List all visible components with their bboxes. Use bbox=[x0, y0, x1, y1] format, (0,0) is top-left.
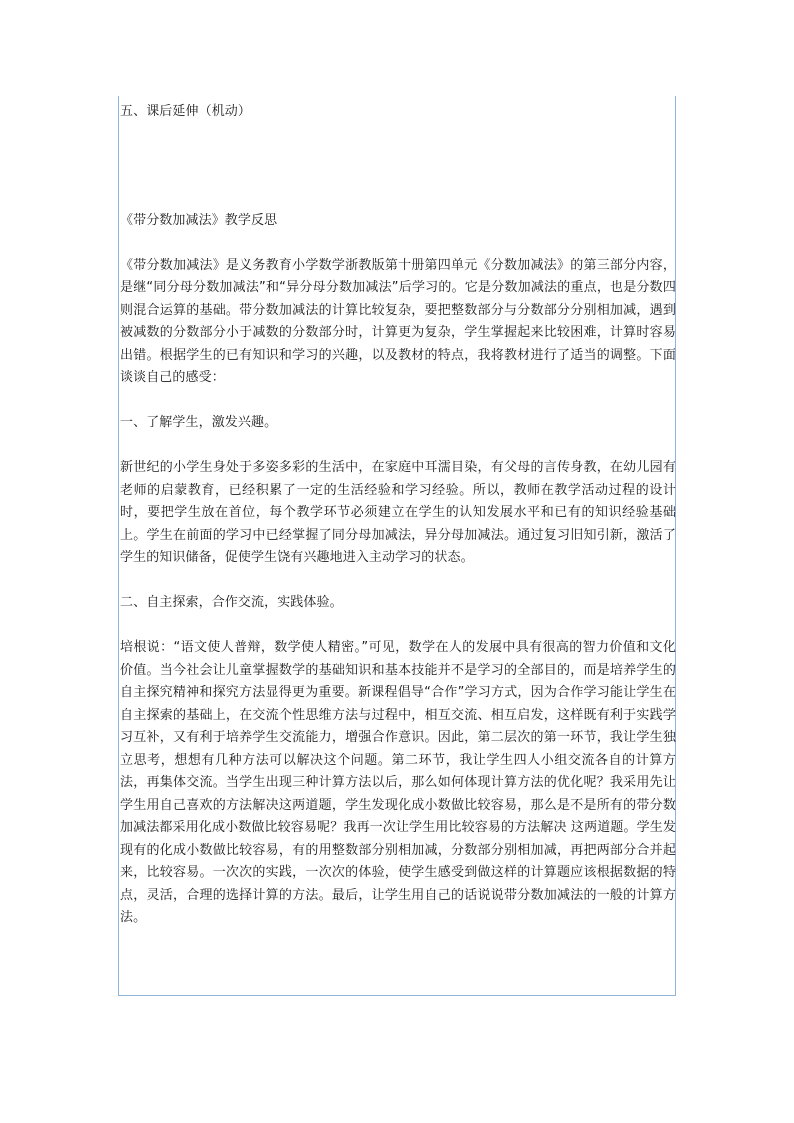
spacer bbox=[120, 390, 676, 413]
reflection-title: 《带分数加减法》教学反思 bbox=[120, 212, 278, 228]
spacer bbox=[120, 615, 676, 638]
intro-paragraph: 《带分数加减法》是义务教育小学数学浙教版第十册第四单元《分数加减法》的第三部分内容，是继“同分母分数加减法”和“异分母分数加减法”后学习的。它是分数加减法的重点，也是分数四则混合运算的基础。带分数加减法的计算比较复杂，要把整数部分与分数部分分别相加减，遇到被减数的分数部分小于减数的分数部分时，计算更为复杂，学生掌握起来比较困难，计算时容易出错。根据学生的已有知识和学习的兴趣，以及教材的特点，我将教材进行了适当的调整。下面谈谈自己的感受： bbox=[120, 257, 676, 385]
point1-paragraph: 新世纪的小学生身处于多姿多彩的生活中，在家庭中耳濡目染，有父母的言传身教，在幼儿园有老师的启蒙教育，已经积累了一定的生活经验和学习经验。所以，教师在教学活动过程的设计时，要把学生放在首位，每个教学环节必须建立在学生的认知发展水平和已有的知识经验基础上。学生在前面的学习中已经掌握了同分母加减法，异分母加减法。通过复习旧知引新，激活了学生的知识储备，促使学生饶有兴趣地进入主动学习的状态。 bbox=[120, 460, 676, 565]
spacer bbox=[120, 124, 676, 210]
spacer bbox=[120, 232, 676, 255]
point2-paragraph: 培根说：“语文使人普辩，数学使人精密。”可见，数学在人的发展中具有很高的智力价值和文化价值。当今社会让儿童掌握数学的基础知识和基本技能并不是学习的全部目的，而是培养学生的自主探究精神和探究方法显得更为重要。新课程倡导“合作”学习方式，因为合作学习能让学生在自主探索的基础上，在交流个性思维方法与过程中，相互交流、相互启发，这样既有利于实践学习互补，又有利于培养学生交流能力，增强合作意识。因此，第二层次的第一环节，我让学生独立思考，想想有几种方法可以解决这个问题。第二环节，我让学生四人小组交流各自的计算方法，再集体交流。当学生出现三种计算方法以后，那么如何体现计算方法的优化呢？我采用先让学生用自己喜欢的方法解决这两道题，学生发现化成小数做比较容易，那么是不是所有的带分数加减法都采用化成小数做比较容易呢？我再一次让学生用比较容易的方法解决 这两道题。学生发现有的化成小数做比较容易，有的用整数部分别相加减，分数部分别相加减，再把两部分合并起来，比较容易。一次次的实践，一次次的体验，使学生感受到做这样的计算题应该根据数据的特点，灵活，合理的选择计算的方法。最后，让学生用自己的话说说带分数加减法的一般的计算方法。 bbox=[120, 640, 676, 925]
spacer bbox=[120, 570, 676, 593]
point1-heading: 一、了解学生，激发兴趣。 bbox=[120, 415, 278, 430]
point2-heading: 二、自主探索，合作交流，实践体验。 bbox=[120, 595, 343, 610]
document-body bbox=[120, 101, 676, 930]
spacer bbox=[120, 435, 676, 458]
section-heading-extension: 五、课后延伸（机动） bbox=[120, 104, 252, 119]
